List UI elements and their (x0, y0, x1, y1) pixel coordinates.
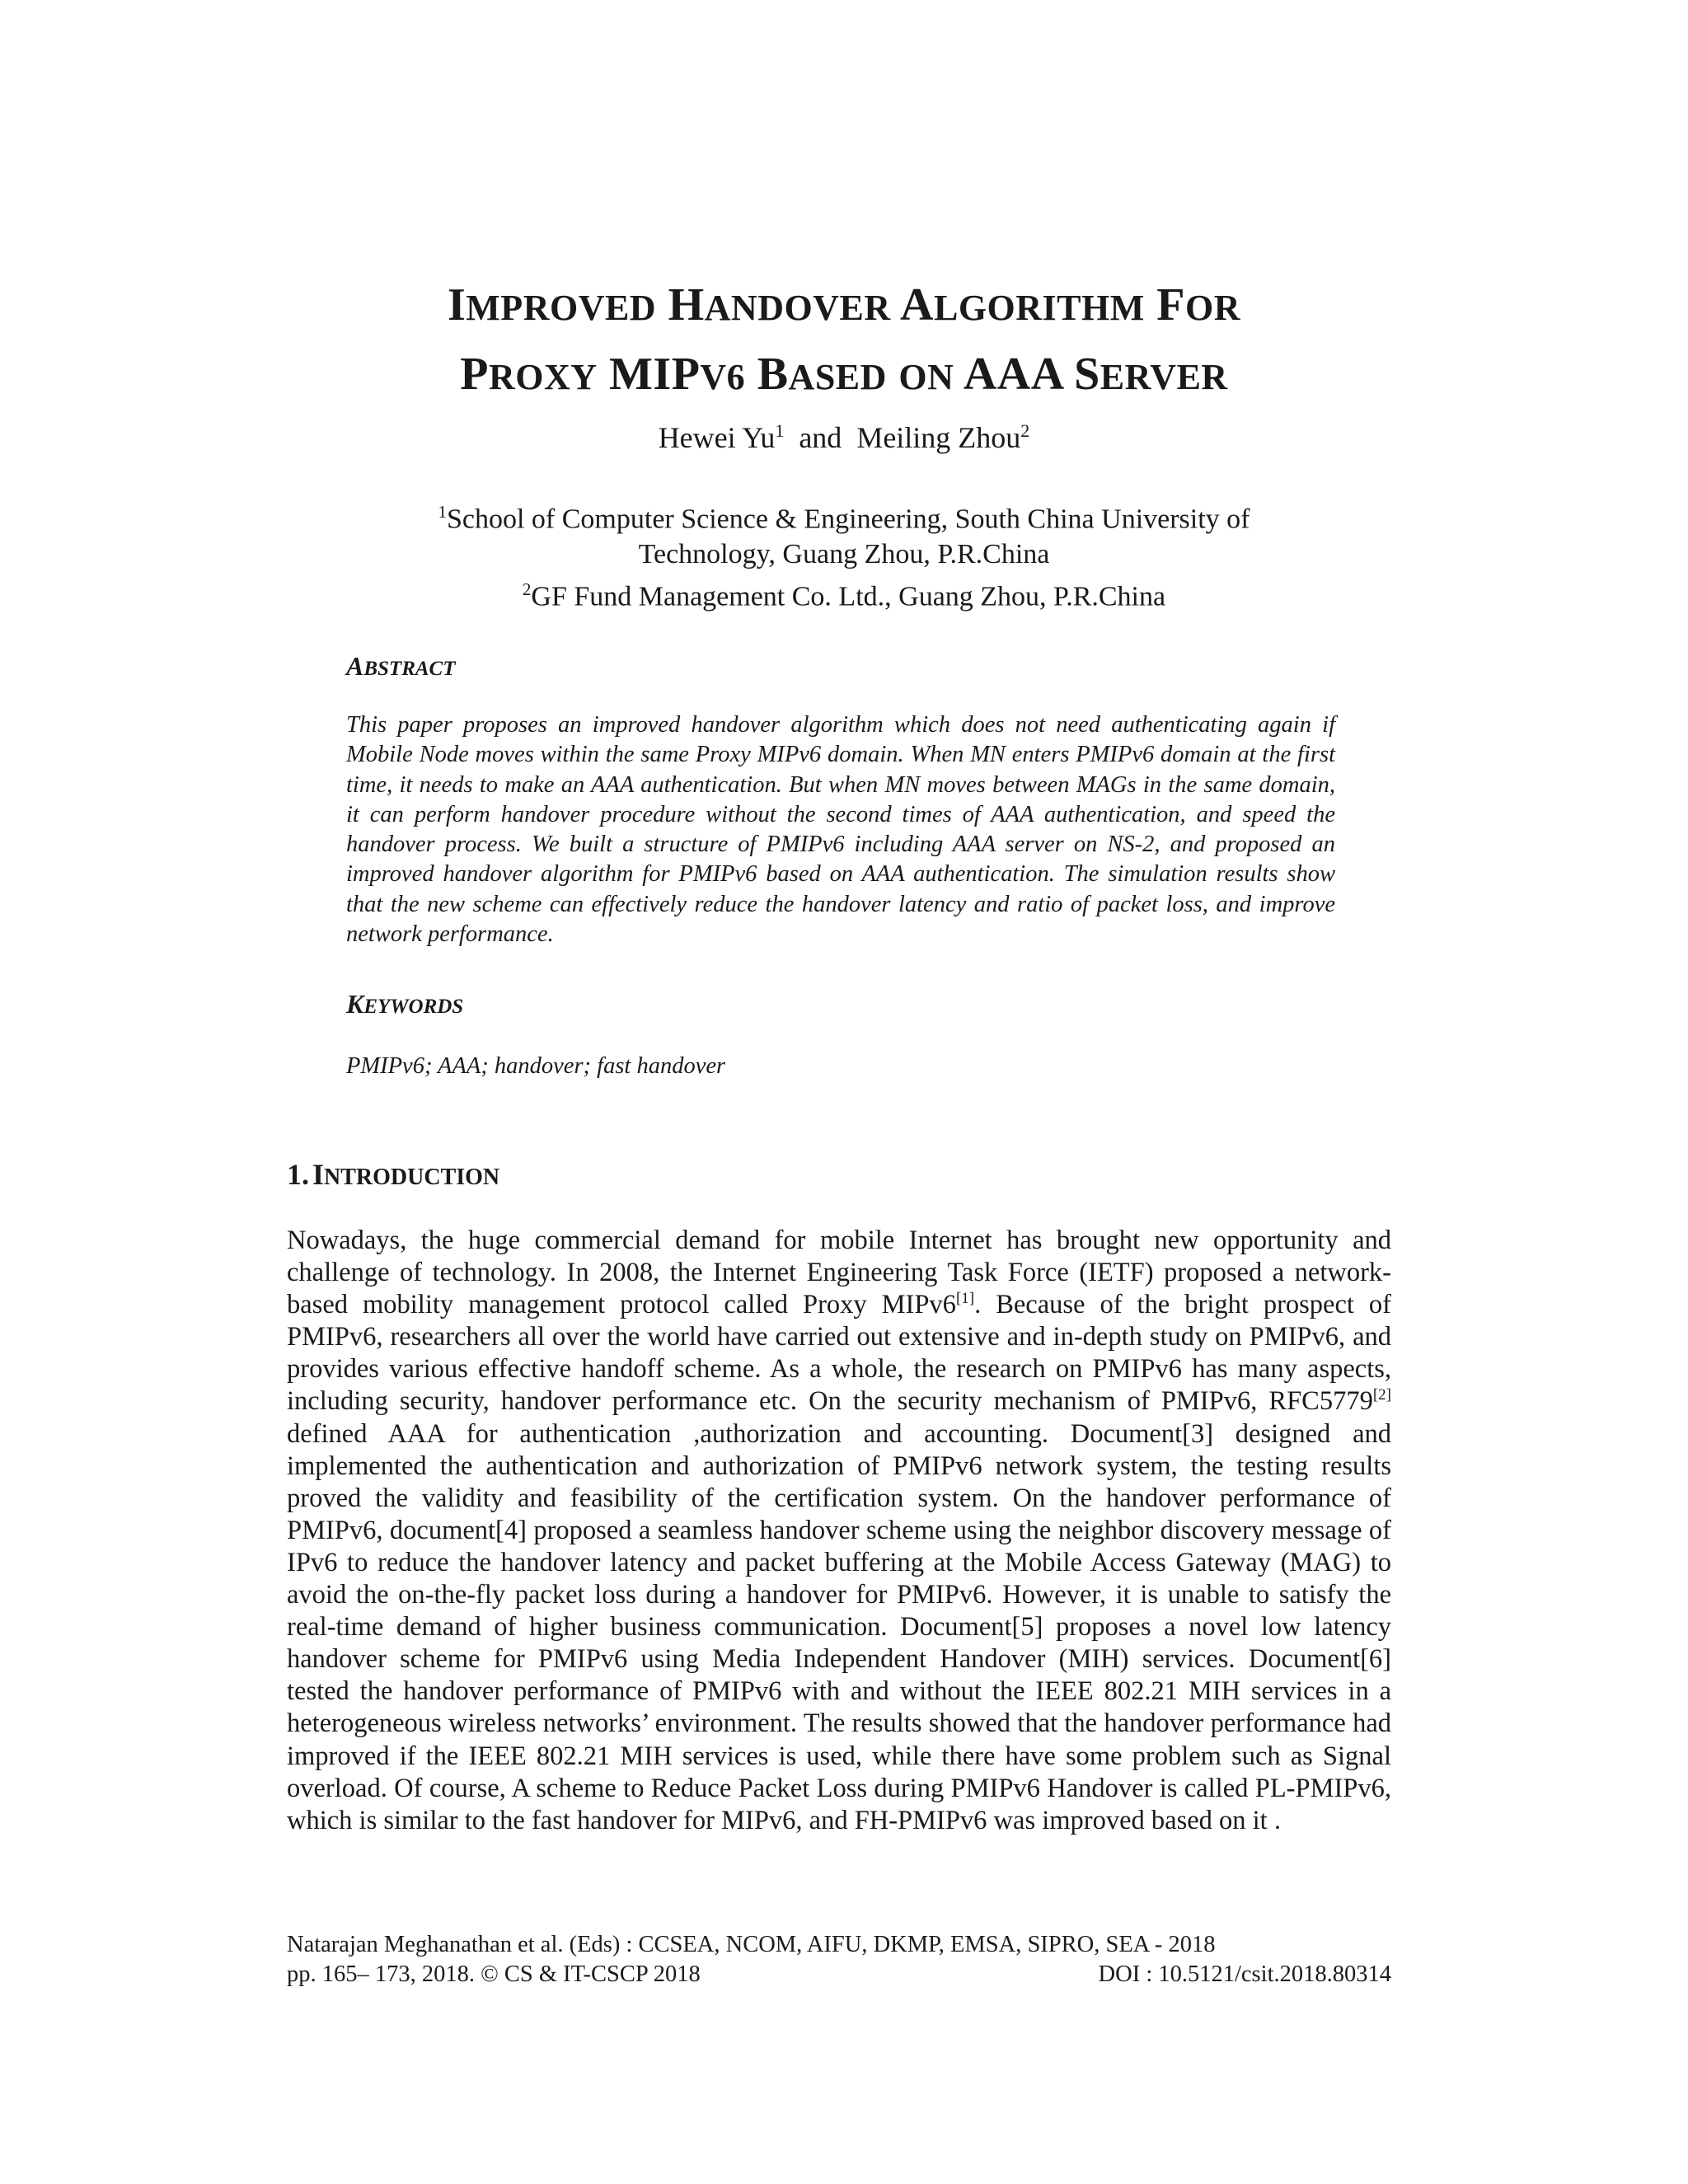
title-word: ALGORITHM (900, 279, 1145, 330)
title-word: SERVER (1074, 349, 1228, 400)
footer-pages: pp. 165– 173, 2018. © CS & IT-CSCP 2018 (287, 1961, 701, 1987)
footer-doi[interactable]: DOI : 10.5121/csit.2018.80314 (1098, 1961, 1391, 1987)
title-word: MIPV6 (609, 349, 746, 400)
author-affiliation-mark: 1 (775, 420, 785, 441)
affiliation-1: $^1$School of Computer Science & Engineering, South China University of (438, 502, 1250, 535)
abstract-text: This paper proposes an improved handover algorithm which does not need authenticating again if Mobile Node moves within the same Proxy MIPv6 domain. When MN enters PMIPv6 domain at the first time, it needs to make an AAA authentication. But when MN moves between MAGs in the same domain, it can perform handover procedure without the second times of AAA authentication, and speed the handover process. We built a structure of PMIPv6 including AAA server on NS-2, and proposed an improved handover algorithm for PMIPv6 based on AAA authentication. The simulation results show that the new scheme can effectively reduce the handover latency and ratio of packet loss, and improve network performance. (346, 712, 1335, 948)
title-line-2 (0, 341, 1688, 410)
author-conjunction: and (799, 421, 842, 454)
citation-ref[interactable]: [2] (1372, 1386, 1391, 1404)
title-word: ON (898, 357, 954, 397)
title-line-1 (0, 272, 1688, 341)
author-name: Hewei Yu (658, 421, 776, 454)
footer-proceedings: Natarajan Meghanathan et al. (Eds) : CCSEA, NCOM, AIFU, DKMP, EMSA, SIPRO, SEA - 2018 (287, 1932, 1216, 1957)
affiliations (0, 494, 1688, 615)
author-affiliation-mark: 2 (1020, 420, 1030, 441)
keywords-text: PMIPv6; AAA; handover; fast handover (346, 1053, 726, 1079)
affiliation-1-cont: Technology, Guang Zhou, P.R.China (638, 539, 1050, 570)
page-footer (287, 1930, 1391, 1990)
title-word: IMPROVED (447, 279, 657, 330)
author-name: Meiling Zhou (856, 421, 1021, 454)
introduction-heading: 1. INTRODUCTION (287, 1158, 500, 1191)
title-word: PROXY (460, 349, 598, 400)
title-word: BASED (757, 349, 887, 400)
title-word: AAA (963, 349, 1062, 400)
title-word: FOR (1156, 279, 1240, 330)
title-word: HANDOVER (668, 279, 891, 330)
affiliation-2: $^2$GF Fund Management Co. Ltd., Guang Zhou, P.R.China (522, 579, 1166, 612)
introduction-paragraph: Nowadays, the huge commercial demand for mobile Internet has brought new opportunity and challenge of technology. In 2008, the Internet Engineering Task Force (IETF) proposed a network-based mobility management protocol called Proxy MIPv6[1]. Because of the bright prospect of PMIPv6, researchers all over the world have carried out extensive and in-depth study on PMIPv6, and provides various effective handoff scheme. As a whole, the research on PMIPv6 has many aspects, including security, handover performance etc. On the security mechanism of PMIPv6, RFC5779[2] defined AAA for authentication ,authorization and accounting. Document[3] designed and implemented the authentication and authorization of PMIPv6 network system, the testing results proved the validity and feasibility of the certification system. On the handover performance of PMIPv6, document[4] proposed a seamless handover scheme using the neighbor discovery message of IPv6 to reduce the handover latency and packet buffering at the Mobile Access Gateway (MAG) to avoid the on-the-fly packet loss during a handover for PMIPv6. However, it is unable to satisfy the real-time demand of higher business communication. Document[5] proposes a novel low latency handover scheme for PMIPv6 using Media Independent Handover (MIH) services. Document[6] tested the handover performance of PMIPv6 with and without the IEEE 802.21 MIH services in a heterogeneous wireless networks’ environment. The results showed that the handover performance had improved if the IEEE 802.21 MIH services is used, while there have some problem such as Signal overload. Of course, A scheme to Reduce Packet Loss during PMIPv6 Handover is called PL-PMIPv6, which is similar to the fast handover for MIPv6, and FH-PMIPv6 was improved based on it . (287, 1226, 1391, 1835)
keywords-heading: KEYWORDS (346, 989, 464, 1019)
author-list (0, 420, 1688, 455)
abstract-heading: ABSTRACT (346, 651, 456, 681)
citation-ref[interactable]: [1] (955, 1290, 975, 1308)
paper-title (0, 272, 1688, 410)
